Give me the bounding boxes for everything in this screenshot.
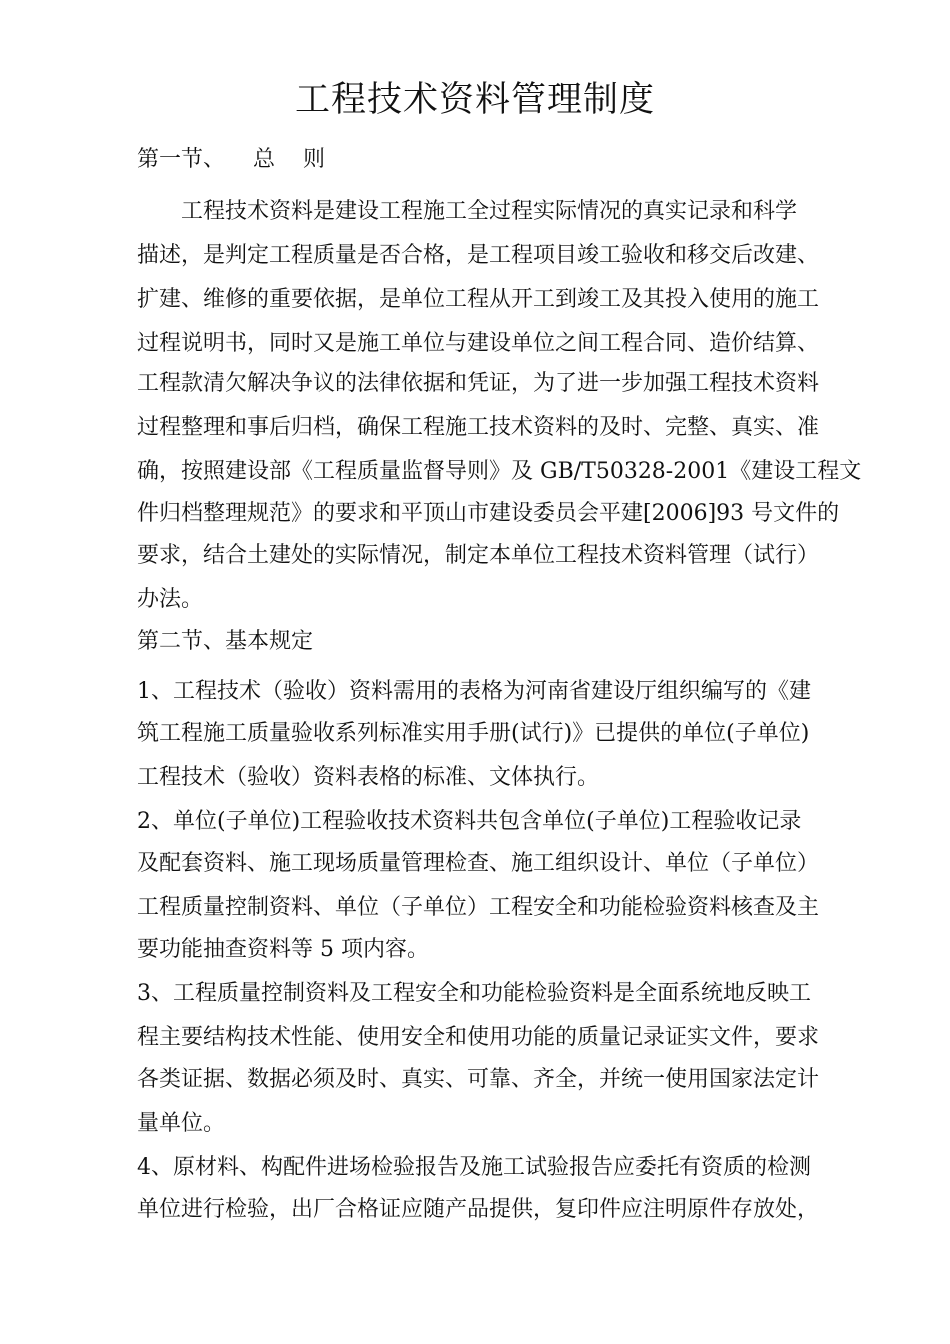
- item-line: 工程技术（验收）资料表格的标准、文体执行。: [137, 765, 600, 790]
- paragraph-line: 工程款清欠解决争议的法律依据和凭证，为了进一步加强工程技术资料: [137, 371, 820, 396]
- item-line: 要功能抽查资料等 5 项内容。: [137, 937, 429, 962]
- item-line: 3、工程质量控制资料及工程安全和功能检验资料是全面系统地反映工: [137, 981, 811, 1006]
- item-line: 筑工程施工质量验收系列标准实用手册(试行)》已提供的单位(子单位): [137, 721, 810, 746]
- paragraph-line: 确，按照建设部《工程质量监督导则》及 GB/T50328-2001《建设工程文: [137, 459, 862, 484]
- item-line: 单位进行检验，出厂合格证应随产品提供，复印件应注明原件存放处，: [137, 1197, 820, 1222]
- item-line: 4、原材料、构配件进场检验报告及施工试验报告应委托有资质的检测: [137, 1155, 811, 1180]
- paragraph-line: 扩建、维修的重要依据，是单位工程从开工到竣工及其投入使用的施工: [137, 287, 820, 312]
- paragraph-line: 描述，是判定工程质量是否合格，是工程项目竣工验收和移交后改建、: [137, 243, 820, 268]
- paragraph-line: 过程说明书，同时又是施工单位与建设单位之间工程合同、造价结算、: [137, 331, 820, 356]
- section-1-heading: 第一节、 总 则: [137, 147, 325, 172]
- section-2-heading: 第二节、基本规定: [137, 629, 314, 654]
- paragraph-line: 工程技术资料是建设工程施工全过程实际情况的真实记录和科学: [181, 199, 798, 224]
- item-line: 及配套资料、施工现场质量管理检查、施工组织设计、单位（子单位）: [137, 851, 820, 876]
- paragraph-line: 要求，结合土建处的实际情况，制定本单位工程技术资料管理（试行）: [137, 543, 820, 568]
- item-line: 1、工程技术（验收）资料需用的表格为河南省建设厅组织编写的《建: [137, 679, 811, 704]
- item-line: 2、单位(子单位)工程验收技术资料共包含单位(子单位)工程验收记录: [137, 809, 802, 834]
- paragraph-line: 办法。: [137, 587, 204, 612]
- item-line: 工程质量控制资料、单位（子单位）工程安全和功能检验资料核查及主: [137, 895, 820, 920]
- item-line: 量单位。: [137, 1111, 226, 1136]
- item-line: 各类证据、数据必须及时、真实、可靠、齐全，并统一使用国家法定计: [137, 1067, 820, 1092]
- document-title: 工程技术资料管理制度: [294, 80, 655, 120]
- paragraph-line: 过程整理和事后归档，确保工程施工技术资料的及时、完整、真实、准: [137, 415, 820, 440]
- paragraph-line: 件归档整理规范》的要求和平顶山市建设委员会平建[2006]93 号文件的: [137, 501, 840, 526]
- item-line: 程主要结构技术性能、使用安全和使用功能的质量记录证实文件，要求: [137, 1025, 820, 1050]
